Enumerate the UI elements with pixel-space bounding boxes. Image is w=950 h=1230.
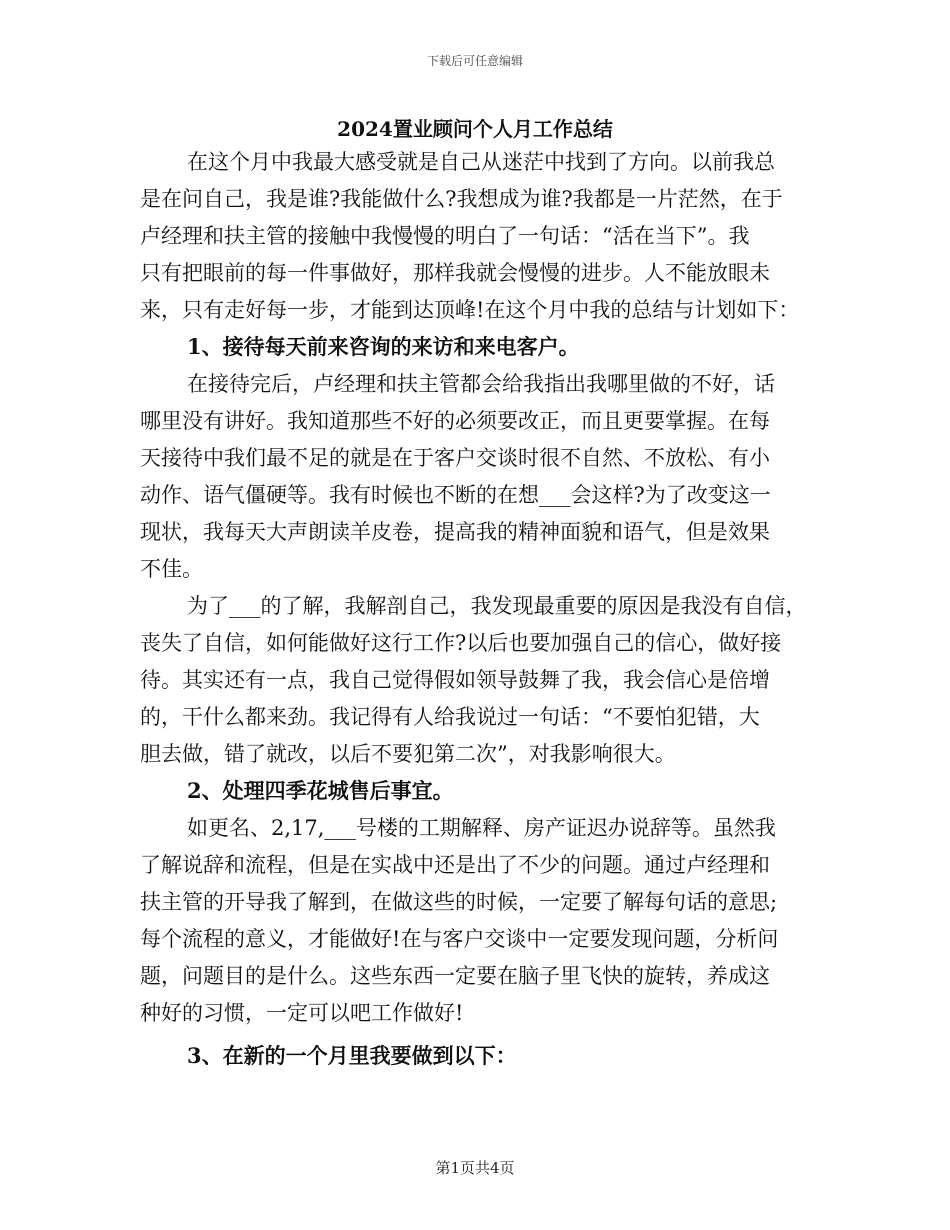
paragraph-line: 哪里没有讲好。我知道那些不好的必须要改正，而且更要掌握。在每 [140, 409, 770, 433]
paragraph-line: 是在问自己，我是谁?我能做什么?我想成为谁?我都是一片茫然，在于 [140, 187, 783, 211]
section-heading: 1、接待每天前来咨询的来访和来电客户。 [187, 334, 580, 359]
paragraph-line: 卢经理和扶主管的接触中我慢慢的明白了一句话：“活在当下”。我 [140, 224, 750, 248]
paragraph-line: 为了___的了解，我解剖自己，我发现最重要的原因是我没有自信， [187, 594, 807, 618]
paragraph-line: 现状，我每天大声朗读羊皮卷，提高我的精神面貌和语气，但是效果 [140, 520, 770, 544]
paragraph-line: 天接待中我们最不足的就是在于客户交谈时很不自然、不放松、有小 [140, 446, 770, 470]
paragraph-line: 的，干什么都来劲。我记得有人给我说过一句话：“不要怕犯错，大 [140, 705, 760, 729]
paragraph-line: 了解说辞和流程，但是在实战中还是出了不少的问题。通过卢经理和 [140, 853, 770, 877]
paragraph-line: 来，只有走好每一步，才能到达顶峰!在这个月中我的总结与计划如下： [140, 298, 800, 322]
paragraph-line: 扶主管的开导我了解到，在做这些的时候，一定要了解每句话的意思; [140, 890, 778, 914]
paragraph-line: 待。其实还有一点，我自己觉得假如领导鼓舞了我，我会信心是倍增 [140, 668, 770, 692]
paragraph-line: 如更名、2,17,___号楼的工期解释、房产证迟办说辞等。虽然我 [187, 816, 776, 840]
page-number: 第1页共4页 [435, 1159, 515, 1177]
paragraph-line: 每个流程的意义，才能做好!在与客户交谈中一定要发现问题，分析问 [140, 927, 779, 951]
paragraph-line: 不佳。 [140, 557, 203, 581]
paragraph-line: 题，问题目的是什么。这些东西一定要在脑子里飞快的旋转，养成这 [140, 964, 770, 988]
paragraph-line: 动作、语气僵硬等。我有时候也不断的在想___会这样?为了改变这一 [140, 483, 771, 507]
paragraph-line: 在接待完后，卢经理和扶主管都会给我指出我哪里做的不好，话 [187, 372, 775, 396]
paragraph-line: 丧失了自信，如何能做好这行工作?以后也要加强自己的信心，做好接 [140, 631, 782, 655]
section-heading: 2、处理四季花城售后事宜。 [187, 778, 454, 803]
paragraph-line: 胆去做，错了就改，以后不要犯第二次”，对我影响很大。 [140, 742, 676, 766]
paragraph-line: 在这个月中我最大感受就是自己从迷茫中找到了方向。以前我总 [187, 150, 775, 174]
paragraph-line: 种好的习惯，一定可以吧工作做好! [140, 1001, 464, 1025]
document-title: 2024置业顾问个人月工作总结 [337, 117, 613, 141]
section-heading: 3、在新的一个月里我要做到以下： [187, 1043, 517, 1068]
header-note: 下载后可任意编辑 [426, 54, 523, 68]
paragraph-line: 只有把眼前的每一件事做好，那样我就会慢慢的进步。人不能放眼未 [140, 261, 770, 285]
